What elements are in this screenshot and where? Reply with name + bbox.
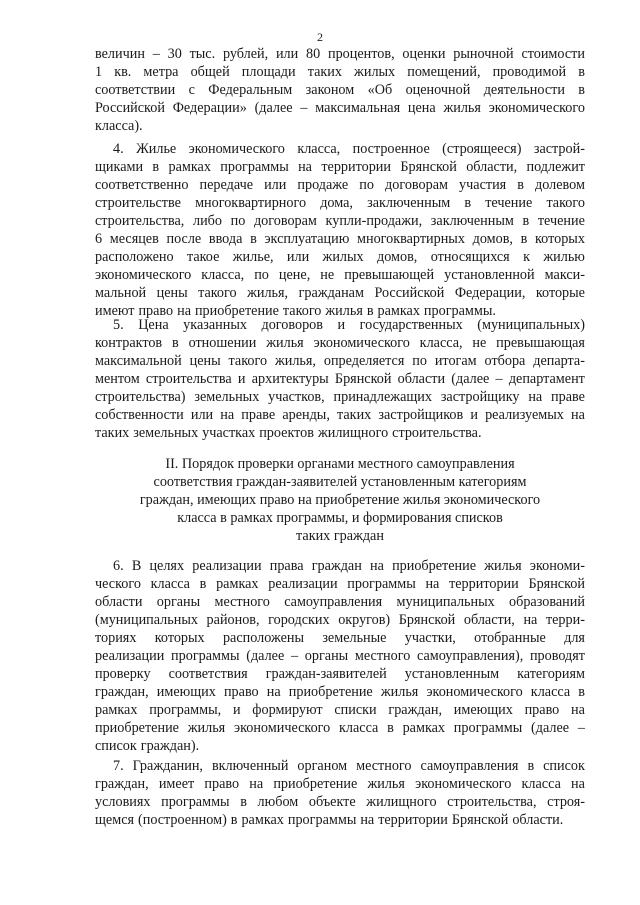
text-line: граждан, имеет право на приобретение жилья экономического класса на bbox=[95, 776, 585, 792]
section-heading-ii bbox=[95, 455, 585, 545]
text-line: строительства, либо по договорам купли-продажи, заключенным в течение bbox=[95, 213, 585, 229]
paragraph-continuation bbox=[95, 45, 585, 135]
text-line: Российской Федерации» (далее – максимальная цена жилья экономического bbox=[95, 100, 585, 116]
text-line: экономического класса, по цене, не превышающей установленной макси- bbox=[95, 267, 585, 283]
text-line: ческого класса в рамках реализации программы на территории Брянской bbox=[95, 576, 585, 592]
text-line: (муниципальных районов, городских округов) Брянской области, на терри- bbox=[95, 612, 585, 628]
text-line: класса). bbox=[95, 118, 143, 134]
text-line: мальной цены такого жилья, гражданам Российской Федерации, которые bbox=[95, 285, 585, 301]
text-line: рамках программы, и формируют списки граждан, имеющих право на bbox=[95, 702, 585, 718]
text-line: величин – 30 тыс. рублей, или 80 процентов, оценки рыночной стоимости bbox=[95, 46, 585, 62]
text-line: имеют право на приобретение такого жилья в рамках программы. bbox=[95, 303, 496, 319]
text-line: реализации программы (далее – органы местного самоуправления), проводят bbox=[95, 648, 585, 664]
text-line: щиками в рамках программы на территории Брянской области, подлежит bbox=[95, 159, 585, 175]
text-line: максимальной цены такого жилья, определяется по итогам отбора департа- bbox=[95, 353, 585, 369]
text-line: щемся (построенном) в рамках программы на территории Брянской области. bbox=[95, 812, 564, 828]
paragraph-6 bbox=[95, 557, 585, 755]
text-line: соответственно передаче или продаже по договорам участия в долевом bbox=[95, 177, 585, 193]
paragraph-5 bbox=[95, 316, 585, 442]
text-line: строительстве многоквартирного дома, заключенным в течение такого bbox=[95, 195, 585, 211]
heading-line: класса в рамках программы, и формирования списков bbox=[177, 510, 503, 526]
paragraph-4 bbox=[95, 140, 585, 320]
heading-line: граждан, имеющих право на приобретение жилья экономического bbox=[139, 492, 541, 508]
text-line: проверку соответствия граждан-заявителей установленным категориям bbox=[95, 666, 585, 682]
page-number: 2 bbox=[317, 30, 323, 44]
text-line: 6 месяцев после ввода в эксплуатацию многоквартирных домов, в которых bbox=[95, 231, 585, 247]
heading-line: II. Порядок проверки органами местного самоуправления bbox=[165, 456, 515, 472]
text-line: расположено такое жилье, или жилых домов, относящихся к жилью bbox=[95, 249, 585, 265]
text-line: собственности или на праве аренды, таких застройщиков и реализуемых на bbox=[95, 407, 585, 423]
text-line: 1 кв. метра общей площади таких жилых помещений, проводимой в bbox=[95, 64, 585, 80]
text-line: граждан, имеющих право на приобретение жилья экономического класса в bbox=[95, 684, 585, 700]
heading-line: таких граждан bbox=[296, 528, 384, 544]
text-line: 6. В целях реализации права граждан на приобретение жилья экономи- bbox=[113, 558, 585, 574]
text-line: таких земельных участках проектов жилищного строительства. bbox=[95, 425, 482, 441]
text-line: контрактов в отношении жилья экономического класса, не превышающая bbox=[95, 335, 585, 351]
text-line: строительства) земельных участков, принадлежащих застройщику на праве bbox=[95, 389, 585, 405]
text-line: ториях которых расположены земельные участки, отобранные для bbox=[95, 630, 585, 646]
text-line: ментом строительства и архитектуры Брянской области (далее – департамент bbox=[95, 371, 585, 387]
text-line: 4. Жилье экономического класса, построенное (строящееся) застрой- bbox=[113, 141, 585, 157]
text-line: условиях программы в любом объекте жилищного строительства, строя- bbox=[95, 794, 585, 810]
text-line: области органы местного самоуправления муниципальных образований bbox=[95, 594, 585, 610]
text-line: 7. Гражданин, включенный органом местного самоуправления в список bbox=[113, 758, 585, 774]
text-line: 5. Цена указанных договоров и государственных (муниципальных) bbox=[113, 317, 585, 333]
paragraph-7 bbox=[95, 757, 585, 829]
heading-line: соответствия граждан-заявителей установленным категориям bbox=[153, 474, 527, 490]
text-line: приобретение жилья экономического класса в рамках программы (далее – bbox=[95, 720, 585, 736]
text-line: список граждан). bbox=[95, 738, 200, 754]
text-line: соответствии с Федеральным законом «Об оценочной деятельности в bbox=[95, 82, 585, 98]
